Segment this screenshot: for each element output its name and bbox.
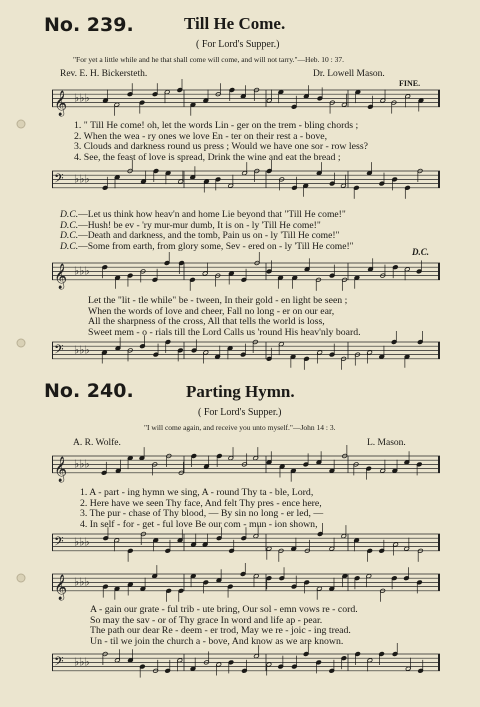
hymn-240-verses-a xyxy=(80,488,323,530)
staff-treble-239b xyxy=(52,259,440,299)
svg-text:♭♭♭: ♭♭♭ xyxy=(74,343,90,357)
verse-line: 2. When the wea - ry ones we love En - ter on their rest a - bove, xyxy=(74,130,328,142)
hymn-239-title: Till He Come. xyxy=(184,14,286,33)
verse-line: Let the "lit - tle while" be - tween, In their gold - en light be seen ; xyxy=(88,295,348,306)
svg-text:♭♭♭: ♭♭♭ xyxy=(74,264,90,278)
svg-text:♭♭♭: ♭♭♭ xyxy=(74,535,90,549)
svg-text:𝄢: 𝄢 xyxy=(54,533,64,552)
verse-line: A - gain our grate - ful trib - ute bring, Our sol - emn vows re - cord. xyxy=(90,604,358,615)
svg-text:𝄞: 𝄞 xyxy=(54,263,68,289)
verse-line: 2. Here have we seen Thy face, And felt Thy pres - ence here, xyxy=(80,497,322,509)
svg-text:𝄢: 𝄢 xyxy=(54,341,64,360)
dc-label: D.C. xyxy=(60,241,79,253)
staff-bass-239a xyxy=(52,167,440,207)
svg-text:♭♭♭: ♭♭♭ xyxy=(74,655,90,669)
dc-text: —Let us think how heav'n and home Lie beyond that "Till He come!" xyxy=(78,209,346,220)
hymn-240-number: No. 240. xyxy=(44,380,134,402)
dc-text: —Some from earth, from glory some, Sev - ered on - ly 'Till He come!" xyxy=(78,241,354,253)
hymn-240-composer: L. Mason. xyxy=(367,438,406,448)
hymn-239-scripture: "For yet a little while and he that shall come will come, and will not tarry."—Heb. 10 : 37. xyxy=(73,55,344,64)
hymn-239-author: Rev. E. H. Bickersteth. xyxy=(60,69,148,79)
verse-line: The path our dear Re - deem - er trod, May we re - joic - ing tread. xyxy=(90,625,351,636)
fine-mark: FINE. xyxy=(399,79,421,88)
hymn-240-author: A. R. Wolfe. xyxy=(73,438,121,448)
dc-label: D.C. xyxy=(60,209,79,220)
verse-line: When the words of love and cheer, Fall no long - er on our ear, xyxy=(88,305,335,317)
hymn-240-title: Parting Hymn. xyxy=(186,382,295,401)
staff-bass-240b xyxy=(52,650,440,690)
verse-line: So may the sav - or of Thy grace In word and life ap - pear. xyxy=(90,614,323,626)
svg-text:♭♭♭: ♭♭♭ xyxy=(74,91,90,105)
hymn-239-verses-b xyxy=(88,296,361,338)
hymn-239-composer: Dr. Lowell Mason. xyxy=(313,69,385,79)
hymn-239-subtitle: ( For Lord's Supper.) xyxy=(196,39,280,50)
dc-label: D.C. xyxy=(60,230,79,242)
hymn-239-number: No. 239. xyxy=(44,14,134,36)
verse-line: All the sharpness of the cross, All that tells the world is loss, xyxy=(88,316,325,327)
svg-text:♭♭♭: ♭♭♭ xyxy=(74,457,90,471)
staff-bass-239b xyxy=(52,338,440,378)
hymn-240-subtitle: ( For Lord's Supper.) xyxy=(198,407,282,418)
verse-line: 1. A - part - ing hymn we sing, A - round Thy ta - ble, Lord, xyxy=(80,487,314,498)
hymn-239-verses-a xyxy=(74,121,368,163)
svg-text:𝄞: 𝄞 xyxy=(54,90,68,116)
verse-line: Sweet mem - o - rials till the Lord Calls us 'round His heav'nly board. xyxy=(88,326,361,338)
svg-text:♭♭♭: ♭♭♭ xyxy=(74,172,90,186)
dc-mark: D.C. xyxy=(412,247,430,257)
staff-treble-240a xyxy=(52,452,440,492)
dc-label: D.C. xyxy=(60,219,79,231)
verse-line: 3. Clouds and darkness round us press ; Would we have one sor - row less? xyxy=(74,141,368,152)
staff-bass-240a xyxy=(52,530,440,570)
svg-text:𝄢: 𝄢 xyxy=(54,170,64,189)
hymn-239-dc-lines xyxy=(60,210,354,253)
hymn-240-scripture: "I will come again, and receive you unto myself."—John 14 : 3. xyxy=(144,423,336,432)
svg-text:𝄞: 𝄞 xyxy=(54,574,68,600)
svg-text:♭♭♭: ♭♭♭ xyxy=(74,575,90,589)
svg-text:𝄞: 𝄞 xyxy=(54,456,68,482)
hymn-240-verses-b xyxy=(90,605,358,647)
verse-line: 4. In self - for - get - ful love Be our com - mun - ion shown, xyxy=(80,518,318,530)
verse-line: 1. " Till He come! oh, let the words Lin - ger on the trem - bling chords ; xyxy=(74,120,359,131)
verse-line: 4. See, the feast of love is spread, Drink the wine and eat the bread ; xyxy=(74,151,341,163)
verse-line: 3. The pur - chase of Thy blood, — By sin no long - er led, — xyxy=(80,508,324,519)
dc-text: —Hush! be ev - 'ry mur-mur dumb, It is on - ly 'Till He come!" xyxy=(78,219,321,231)
svg-text:𝄢: 𝄢 xyxy=(54,653,64,672)
dc-text: —Death and darkness, and the tomb, Pain us on - ly 'Till He come!" xyxy=(78,230,340,242)
verse-line: Un - til we join the church a - bove, And know as we are known. xyxy=(90,635,344,647)
